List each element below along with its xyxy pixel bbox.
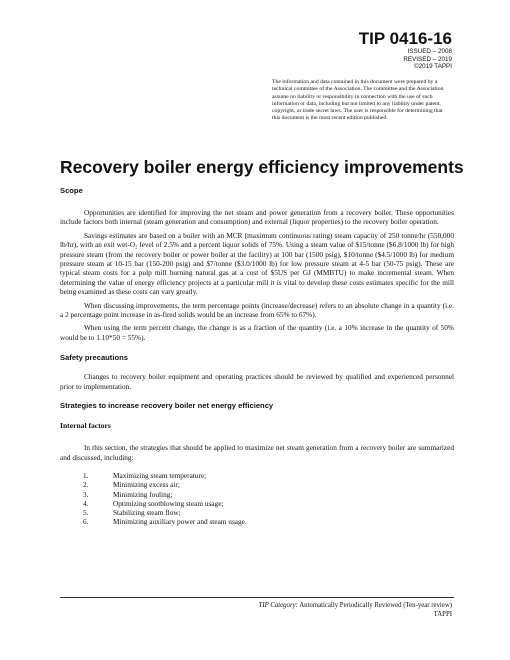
document-header	[359, 30, 452, 71]
page-footer	[259, 602, 452, 619]
internal-factors-heading: Internal factors	[60, 421, 111, 431]
strategies-list	[60, 471, 454, 527]
list-item-number: 6.	[83, 517, 89, 527]
copyright-notice: ©2019 TAPPI	[413, 63, 452, 71]
list-item-text: Minimizing auxiliary power and steam usage.	[113, 517, 247, 527]
footer-divider	[60, 597, 454, 598]
document-title: Recovery boiler energy efficiency improvements	[60, 157, 464, 177]
scope-heading: Scope	[60, 186, 83, 195]
list-item-text: Minimizing excess air;	[113, 480, 180, 490]
list-item	[60, 490, 454, 499]
document-number: TIP 0416-16	[358, 29, 452, 48]
revised-date: REVISED – 2019	[403, 55, 452, 63]
list-item-number: 2.	[83, 480, 89, 490]
safety-paragraph: Changes to recovery boiler equipment and operating practices should be reviewed by qualified and experienced personnel prior to implementation.	[60, 372, 454, 391]
safety-heading: Safety precautions	[60, 353, 128, 363]
issued-date: ISSUED – 2008	[407, 48, 452, 55]
list-item	[60, 508, 454, 517]
category-value: Automatically Periodically Reviewed (Ten-year review)	[299, 602, 452, 609]
list-item	[60, 471, 454, 480]
list-item-number: 3.	[83, 489, 89, 499]
list-item-number: 5.	[83, 508, 89, 518]
strategies-intro: In this section, the strategies that should be applied to maximize net steam generation from a recovery boiler are summarized and discussed, including:	[60, 443, 454, 462]
document-body	[60, 186, 454, 527]
scope-paragraph-4: When using the term percent change, the change is as a fraction of the quantity (i.e. a 10% increase in the quantity of 50% would be to 1.10*50 = 55%).	[60, 323, 454, 342]
list-item-text: Maximizing steam temperature;	[113, 470, 207, 480]
list-item-text: Stabilizing steam flow;	[113, 508, 181, 518]
list-item	[60, 517, 454, 526]
list-item	[60, 499, 454, 508]
list-item	[60, 480, 454, 489]
footer-org: TAPPI	[433, 610, 452, 618]
scope-paragraph-1: Opportunities are identified for improving the net steam and power generation from a recovery boiler. These opportunities include factors both internal (steam generation and consumption) and external (liquor properties) to the recovery boiler operation.	[60, 208, 454, 227]
scope-paragraph-3: When discussing improvements, the term percentage points (increase/decrease) refers to an absolute change in a quantity (i.e. a 2 percentage point increase in as-fired solids would be an increase from 65% to 67%).	[60, 300, 454, 320]
scope-paragraph-2: Savings estimates are based on a boiler with an MCR (maximum continuous rating) steam capacity of 250 tonne/hr (550,000 lb/hr), with an exit wet-O₂ level of 2.5% and a percent liquor solids of 75%. Using a steam value of $15/tonne ($6.8/1000 lb) for high pressure steam (from the recovery boiler or power boiler at the facility) at 100 bar (1500 psig), $10/tonne ($4.5/1000 lb) for medium pressure steam at 10-15 bar (150-200 psig) and $7/tonne ($3.0/1000 lb) for low pressure steam at 4-5 bar (50-75 psig). These are typical steam costs for a pulp mill burning natural gas at a cost of $5US per GJ (MMBTU) to make incremental steam. When determining the value of energy efficiency projects at a particular mill it is vital to develop these costs estimates specific for the mill being examined as these costs can vary greatly.	[60, 230, 454, 297]
list-item-number: 4.	[83, 498, 89, 508]
strategies-heading: Strategies to increase recovery boiler net energy efficiency	[60, 401, 274, 411]
list-item-text: Optimizing sootblowing steam usage;	[113, 498, 224, 508]
category-label: TIP Category:	[258, 602, 298, 609]
list-item-number: 1.	[83, 470, 89, 480]
disclaimer-text: The information and data contained in this document were prepared by a technical committee of the Association. The committee and the Association assume no liability or responsibility in connection with the use of such information or data, including but not limited to any liability under patent, copyright, or trade secret laws. The user is responsible for determining that this document is the most recent edition published.	[272, 79, 444, 122]
list-item-text: Minimizing fouling;	[113, 489, 173, 499]
category-line	[259, 602, 452, 611]
